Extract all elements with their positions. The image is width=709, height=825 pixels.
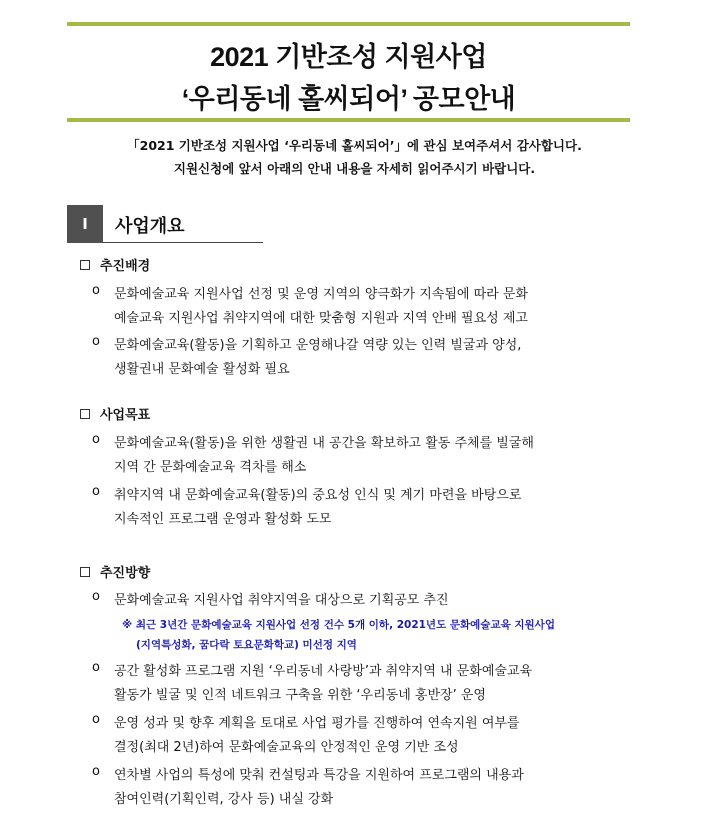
list-item-text: 문화예술교육 지원사업 취약지역을 대상으로 기획공모 추진 (114, 593, 449, 608)
list-item-text: 취약지역 내 문화예술교육(활동)의 중요성 인식 및 계기 마련을 바탕으로 (114, 488, 522, 503)
list-item-text: 문화예술교육(활동)을 기획하고 운영해나갈 역량 있는 인력 빌굴과 양성, (114, 338, 522, 353)
list-item-continuation: 지역 간 문화예술교육 격차를 해소 (114, 460, 307, 475)
list-item-continuation: 지속적인 프로그램 운영과 활성화 도모 (114, 512, 332, 527)
bullet-icon: o (92, 484, 100, 499)
bullet-icon: o (92, 432, 100, 447)
intro-line1: 「2021 기반조성 지원사업 ‘우리동네 홀씨되어’」에 관심 보여주셔서 감사합니다. (127, 138, 582, 153)
bullet-icon: o (92, 712, 100, 727)
bullet-icon: o (92, 334, 100, 349)
list-item-continuation: 참여인력(기획인력, 강사 등) 내실 강화 (114, 792, 334, 807)
section-title: 사업개요 (115, 216, 185, 237)
title-top-rule (67, 22, 630, 26)
subheading-label: 추진배경 (100, 259, 151, 274)
subheading-label: 추진방향 (100, 566, 151, 581)
checkbox-square-icon (80, 409, 90, 419)
list-item-text: 운영 성과 및 향후 계획을 토대로 사업 평가를 진행하여 연속지원 여부를 (114, 716, 520, 731)
list-item-continuation: 생활권내 문화예술 활성화 필요 (114, 362, 290, 377)
title-bottom-rule (67, 118, 630, 122)
subheading-direction (80, 562, 150, 581)
note-line1: ※ 최근 3년간 문화예술교육 지원사업 선정 건수 5개 이하, 2021년도 문화예술교육 지원사업 (122, 619, 555, 631)
list-item-text: 연차별 사업의 특성에 맞춰 컨설팅과 특강을 지원하여 프로그램의 내용과 (114, 768, 524, 783)
list-item-text: 문화예술교육(활동)을 위한 생활권 내 공간을 확보하고 활동 주체를 빌굴해 (114, 436, 534, 451)
subheading-label: 사업목표 (100, 408, 151, 423)
list-item-text: 문화예술교육 지원사업 선정 및 운영 지역의 양극화가 지속됨에 따라 문화 (114, 287, 528, 302)
page-title-line1: 2021 기반조성 지원사업 (210, 42, 487, 72)
checkbox-square-icon (80, 567, 90, 577)
intro-line2: 지원신청에 앞서 아래의 안내 내용을 자세히 읽어주시기 바랍니다. (173, 161, 536, 176)
list-item-continuation: 예술교육 지원사업 취약지역에 대한 맞춤형 지원과 지역 안배 필요성 제고 (114, 311, 528, 326)
bullet-icon: o (92, 283, 100, 298)
note-line2: (지역특성화, 꿈다락 토요문화학교) 미선정 지역 (136, 639, 357, 651)
bullet-icon: o (92, 589, 100, 604)
subheading-background (80, 255, 150, 274)
bullet-icon: o (92, 764, 100, 779)
checkbox-square-icon (80, 260, 90, 270)
list-item-text: 공간 활성화 프로그램 지원 ‘우리동네 사랑방’과 취약지역 내 문화예술교육 (114, 664, 533, 679)
page-title-line2: ‘우리동네 홀씨되어’ 공모안내 (181, 84, 516, 114)
bullet-icon: o (92, 660, 100, 675)
section-header (67, 205, 191, 243)
subheading-goal (80, 404, 150, 423)
section-underline (103, 242, 263, 243)
list-item-continuation: 활동가 빌굴 및 인적 네트워크 구축을 위한 ‘우리동네 홍반장’ 운영 (114, 688, 486, 703)
list-item-continuation: 결정(최대 2년)하여 문화예술교육의 안정적인 운영 기반 조성 (114, 740, 459, 755)
section-number: Ⅰ (67, 205, 103, 243)
